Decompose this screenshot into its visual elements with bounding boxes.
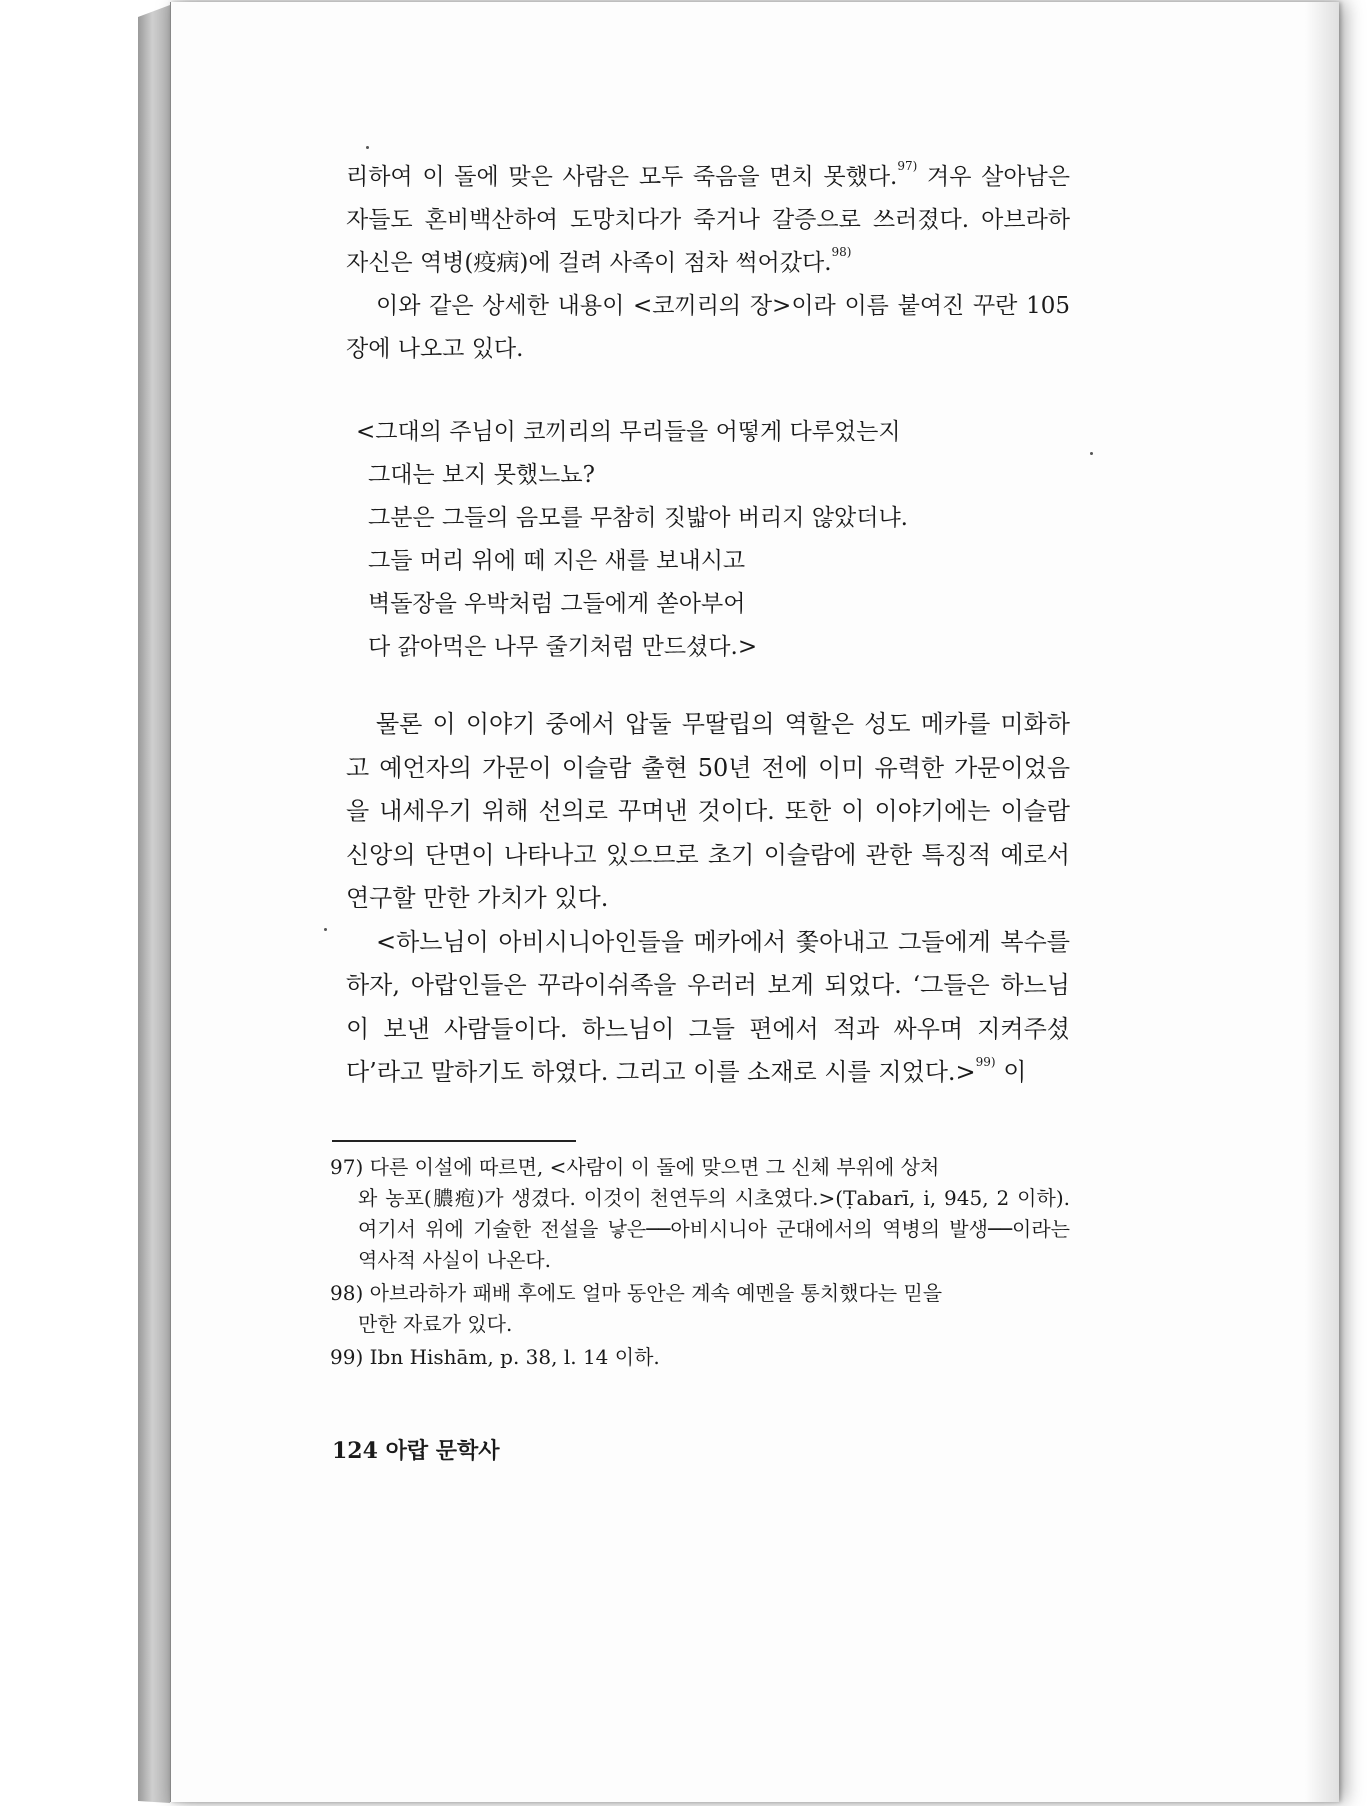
footnote-number: 97) bbox=[330, 1155, 364, 1179]
footnote-98 bbox=[330, 1278, 1070, 1340]
paragraph-4-text: <하느님이 아비시니아인들을 메카에서 쫓아내고 그들에게 복수를 하자, 아랍인들은 꾸라이쉬족을 우러러 보게 되었다. ‘그들은 하느님이 보낸 사람들이다. 하느님이 그들 편에서 적과 싸우며 지켜주셨다’라고 말하기도 하였다. 그리고 이를 소재로 시를 지었다.> bbox=[346, 927, 1070, 1086]
paragraph-1-text-cont: 겨우 살아남은 자들도 혼비백산하여 도망치다가 죽거나 갈증으로 쓰러졌다. 아브라하 자신은 역병(疫病)에 걸려 사족이 점차 썩어갔다. bbox=[346, 164, 1070, 276]
paragraph-1 bbox=[346, 156, 1070, 285]
verse-line: 그분은 그들의 음모를 무참히 짓밟아 버리지 않았더냐. bbox=[368, 505, 908, 531]
footnote-separator bbox=[332, 1140, 576, 1142]
quran-verse-block bbox=[346, 411, 1070, 669]
verse-line: <그대의 주님이 코끼리의 무리들을 어떻게 다루었는지 bbox=[356, 419, 901, 445]
footnote-ref-97[interactable]: 97) bbox=[897, 159, 918, 173]
scan-speck bbox=[366, 146, 369, 149]
footnote-text-cont: 만한 자료가 있다. bbox=[358, 1312, 513, 1336]
footnote-99 bbox=[330, 1342, 1070, 1373]
footnote-number: 99) bbox=[330, 1345, 364, 1369]
footnote-97 bbox=[330, 1152, 1070, 1276]
paragraph-4 bbox=[346, 921, 1070, 1095]
paragraph-1-text: 리하여 이 돌에 맞은 사람은 모두 죽음을 면치 못했다. bbox=[346, 164, 898, 190]
footnote-ref-98[interactable]: 98) bbox=[831, 245, 852, 259]
footnote-text: Ibn Hishām, p. 38, l. 14 이하. bbox=[363, 1345, 660, 1369]
paragraph-2: 이와 같은 상세한 내용이 <코끼리의 장>이라 이름 붙여진 꾸란 105장에 나오고 있다. bbox=[346, 293, 1070, 362]
running-title: 아랍 문학사 bbox=[385, 1438, 500, 1464]
page-footer bbox=[332, 1434, 500, 1465]
scan-speck bbox=[324, 928, 327, 931]
spacer bbox=[346, 371, 1070, 411]
verse-line: 그들 머리 위에 떼 지은 새를 보내시고 bbox=[368, 548, 746, 574]
verse-line: 다 갉아먹은 나무 줄기처럼 만드셨다.> bbox=[368, 634, 758, 660]
scan-speck bbox=[1090, 452, 1093, 455]
book-spine-edge bbox=[138, 5, 170, 1803]
paragraph-4-text-cont: 이 bbox=[995, 1058, 1027, 1086]
verse-line: 그대는 보지 못했느뇨? bbox=[368, 462, 595, 488]
footnote-text: 다른 이설에 따르면, <사람이 이 돌에 맞으면 그 신체 부위에 상처 bbox=[363, 1155, 940, 1179]
footnote-text: 아브라하가 패배 후에도 얼마 동안은 계속 예멘을 통치했다는 믿을 bbox=[363, 1281, 943, 1305]
page-gutter-shade bbox=[1305, 2, 1339, 1802]
verse-line: 벽돌장을 우박처럼 그들에게 쏟아부어 bbox=[368, 591, 746, 617]
main-text bbox=[346, 156, 1070, 1095]
page-number: 124 bbox=[332, 1438, 378, 1464]
footnote-ref-99[interactable]: 99) bbox=[975, 1055, 996, 1069]
paragraph-3: 물론 이 이야기 중에서 압둘 무딸립의 역할은 성도 메카를 미화하고 예언자의 가문이 이슬람 출현 50년 전에 이미 유력한 가문이었음을 내세우기 위해 선의로 꾸며낸 것이다. 또한 이 이야기에는 이슬람 신앙의 단면이 나타나고 있으므로 초기 이슬람에 관한 특징적 예로서 연구할 만한 가치가 있다. bbox=[346, 710, 1070, 912]
footnotes bbox=[330, 1152, 1070, 1375]
spacer bbox=[346, 669, 1070, 703]
footnote-number: 98) bbox=[330, 1281, 364, 1305]
footnote-text-cont: 와 농포(膿疱)가 생겼다. 이것이 천연두의 시초였다.>(Ṭabarī, i, 945, 2 이하). 여기서 위에 기술한 전설을 낳은──아비시니아 군대에서의 역병의 발생──이라는 역사적 사실이 나온다. bbox=[358, 1186, 1070, 1272]
